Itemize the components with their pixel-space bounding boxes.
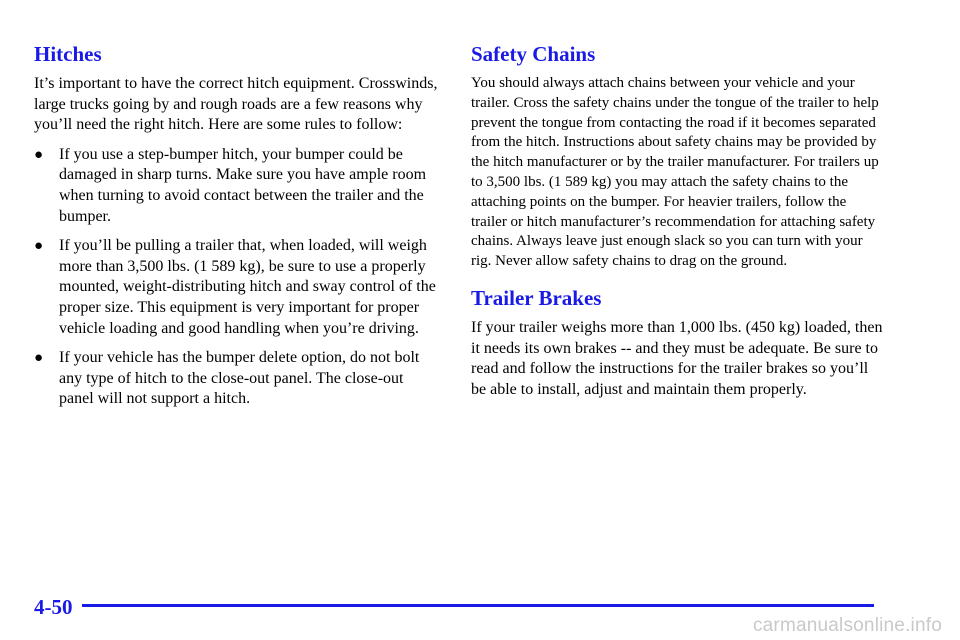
- trailer-brakes-body: If your trailer weighs more than 1,000 lbs. (450 kg) loaded, then it needs its own brakes -- and they must be adequate. Be sure to read and follow the instructions for the trailer brakes so you’ll be able to install, adjust and maintain them properly.: [471, 318, 883, 398]
- list-item: [34, 145, 438, 227]
- safety-chains-body: You should always attach chains between your vehicle and your trailer. Cross the safety chains under the tongue of the trailer to help prevent the tongue from contacting the road if it becomes separated from the hitch. Instructions about safety chains may be provided by the hitch manufacturer or by the trailer manufacturer. For trailers up to 3,500 lbs. (1 589 kg) you may attach the safety chains to the attaching points on the bumper. For heavier trailers, follow the trailer or hitch manufacturer’s recommendation for attaching safety chains. Always leave just enough slack so you can turn with your rig. Never allow safety chains to drag on the ground.: [471, 75, 879, 270]
- list-item-text: If your vehicle has the bumper delete option, do not bolt any type of hitch to the close-out panel. The close-out panel will not support a hitch.: [59, 349, 420, 408]
- bullet-icon: ●: [34, 350, 44, 367]
- safety-chains-heading: Safety Chains: [471, 42, 596, 66]
- hitches-rules-list: [34, 145, 438, 410]
- trailer-brakes-heading: Trailer Brakes: [471, 285, 602, 310]
- hitches-heading: Hitches: [34, 42, 102, 66]
- watermark-text: carmanualsonline.info: [752, 615, 942, 636]
- left-column: [34, 40, 438, 410]
- list-item: [34, 348, 438, 410]
- footer-rule: [82, 604, 874, 607]
- page-number: 4-50: [34, 595, 73, 619]
- list-item-text: If you use a step-bumper hitch, your bumper could be damaged in sharp turns. Make sure you have ample room when turning to avoid contact between the trailer and the bumper.: [59, 145, 427, 225]
- right-column: [471, 40, 883, 400]
- bullet-icon: ●: [34, 238, 44, 255]
- list-item: [34, 236, 438, 339]
- bullet-icon: ●: [34, 146, 44, 163]
- hitches-intro: It’s important to have the correct hitch equipment. Crosswinds, large trucks going by and rough roads are a few reasons why you’ll need the right hitch. Here are some rules to follow:: [34, 75, 438, 134]
- list-item-text: If you’ll be pulling a trailer that, when loaded, will weigh more than 3,500 lbs. (1 589 kg), be sure to use a properly mounted, weight-distributing hitch and sway control of the proper size. This equipment is very important for proper vehicle loading and good handling when you’re driving.: [59, 237, 436, 337]
